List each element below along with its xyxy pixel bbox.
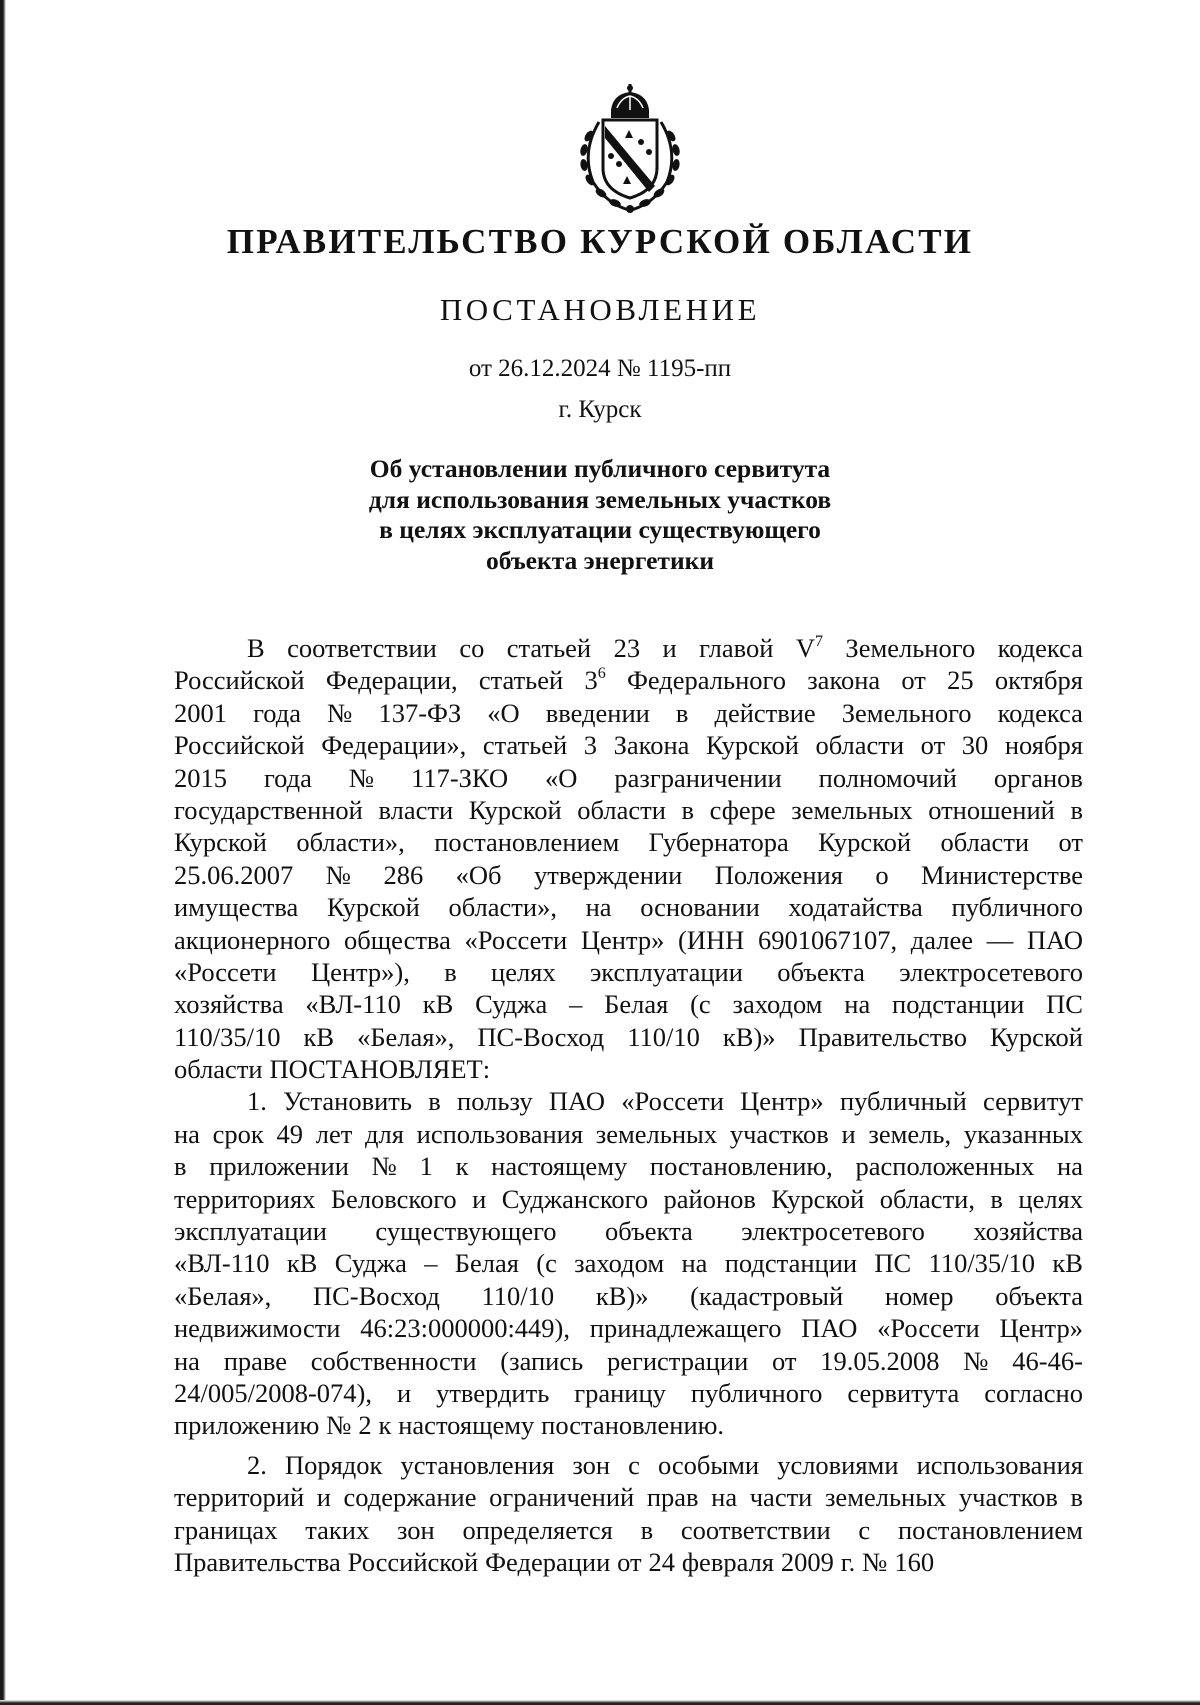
word: земель, <box>868 1118 952 1149</box>
text-line <box>174 1053 1083 1085</box>
word: настоящему <box>491 1151 628 1182</box>
word: существующего <box>375 1216 557 1247</box>
word: «Россети <box>174 956 277 987</box>
word: Белая <box>454 1248 519 1279</box>
word: 137-ФЗ <box>378 697 462 728</box>
word: на <box>681 1248 708 1279</box>
word: целях <box>1018 1183 1083 1214</box>
word: В <box>247 633 265 663</box>
word: Порядок <box>284 1449 383 1480</box>
text-line <box>174 1449 1083 1481</box>
text-line <box>174 891 1083 923</box>
document-body <box>174 632 1083 1578</box>
word: хозяйства <box>174 989 284 1020</box>
text-line <box>174 956 1083 988</box>
word: лет <box>315 1118 353 1149</box>
text-line <box>174 1345 1083 1377</box>
word: области <box>577 794 666 825</box>
word: сервитута <box>847 1377 960 1408</box>
word: для <box>365 1118 404 1149</box>
scan-edge-bottom <box>0 1700 1200 1705</box>
word: кВ <box>1052 1248 1083 1279</box>
word: статьей <box>506 633 592 663</box>
word: Центр» <box>580 924 665 955</box>
word: кВ)» <box>722 1021 776 1052</box>
word: Курской <box>705 730 799 761</box>
word: Центр» <box>740 1086 824 1117</box>
word: номер <box>884 1280 954 1311</box>
word: введении <box>545 697 650 728</box>
word: использования <box>916 1449 1083 1480</box>
word: (ИНН <box>678 924 745 955</box>
word: собственности <box>310 1345 477 1376</box>
word: Губернатора <box>648 827 789 858</box>
word: общества <box>344 924 451 955</box>
word: (с <box>690 989 711 1020</box>
word: постановлению. <box>541 1410 725 1441</box>
word: 2001 <box>174 697 227 728</box>
word: в <box>1070 794 1083 825</box>
word: 110/35/10 <box>174 1021 281 1052</box>
word: 25.06.2007 <box>174 859 294 890</box>
word: полномочий <box>818 762 957 793</box>
word: и <box>316 1482 331 1513</box>
word: Установить <box>283 1086 412 1117</box>
word: 23 <box>613 633 641 663</box>
word: приложении <box>209 1151 349 1182</box>
word: публичного <box>951 892 1083 923</box>
word: ПС-Восход <box>312 1280 440 1311</box>
text-line <box>174 1409 1083 1441</box>
word: государственной <box>174 794 363 825</box>
word: 110/10 <box>481 1280 555 1311</box>
word: Российской <box>347 1546 479 1577</box>
word: от <box>920 730 946 761</box>
word: сервитут <box>983 1086 1083 1117</box>
word: статьей <box>482 730 568 761</box>
text-line <box>174 1150 1083 1182</box>
text-line <box>174 1377 1083 1409</box>
word: 117-ЗКО <box>411 762 509 793</box>
subject-line: для использования земельных участков <box>368 484 832 514</box>
word: ПС-Восход <box>477 1021 605 1052</box>
word: ПАО <box>1026 924 1083 955</box>
word: далее <box>910 924 974 955</box>
word: территориях <box>174 1183 316 1214</box>
word: «Россети <box>464 924 568 955</box>
word: 46-46- <box>1012 1345 1083 1376</box>
word: в <box>640 1514 654 1545</box>
text-line <box>174 1021 1083 1053</box>
word: Российской <box>174 665 305 696</box>
word: кодекса <box>997 697 1083 728</box>
word: срок <box>212 1118 264 1149</box>
word: на <box>585 892 612 923</box>
word: года <box>263 762 312 793</box>
word: указанных <box>963 1118 1083 1149</box>
text-line <box>174 697 1083 729</box>
word: «Россети <box>877 1313 980 1344</box>
word: согласно <box>984 1377 1083 1408</box>
word: – <box>569 989 583 1020</box>
word: органов <box>993 762 1083 793</box>
word: (с <box>536 1248 557 1279</box>
word: Беловского <box>330 1183 457 1214</box>
word: 2015 <box>174 762 227 793</box>
word: $3^6$ <box>584 665 606 696</box>
word: в <box>174 1151 187 1182</box>
word: кВ)» <box>595 1280 649 1311</box>
word: подстанции <box>724 1248 858 1279</box>
word: «Белая», <box>357 1021 455 1052</box>
word: участков <box>958 1482 1058 1513</box>
word: содержание <box>343 1482 477 1513</box>
text-line <box>174 1247 1083 1279</box>
word: границу <box>574 1377 666 1408</box>
word: 19.05.2008 <box>820 1345 940 1376</box>
word: таких <box>305 1514 370 1545</box>
word: целях <box>491 956 556 987</box>
word: февраля <box>681 1546 774 1577</box>
word: районов <box>663 1183 756 1214</box>
word: действие <box>714 697 816 728</box>
word: на <box>1057 1151 1083 1182</box>
word: постановлением <box>897 1514 1083 1545</box>
word: расположенных <box>855 1151 1035 1182</box>
word: (запись <box>500 1345 584 1376</box>
word: подстанции <box>892 989 1025 1020</box>
word: № <box>862 1546 888 1577</box>
word: земельных <box>791 794 913 825</box>
word: от <box>901 665 926 696</box>
word: Суджа <box>475 989 548 1020</box>
word: Земельного <box>841 697 972 728</box>
word: соответствии <box>287 633 437 663</box>
word: Курской <box>818 827 912 858</box>
coat-of-arms-icon <box>563 82 697 214</box>
word: ПАО <box>801 1313 858 1344</box>
word: Закона <box>613 730 690 761</box>
word: «Об <box>455 859 502 890</box>
word: статьей <box>478 665 564 696</box>
word: ноября <box>1004 730 1083 761</box>
word: Федерации, <box>325 665 458 696</box>
word: 49 <box>276 1118 304 1149</box>
document-subject <box>0 454 1200 576</box>
word: Курской <box>771 1183 865 1214</box>
word: заходом <box>732 989 823 1020</box>
word: № <box>325 859 351 890</box>
word: территорий <box>174 1482 305 1513</box>
word: Федерального <box>626 665 786 696</box>
word: публичный <box>839 1086 967 1117</box>
word: земельных <box>824 1482 947 1513</box>
word: сфере <box>709 794 776 825</box>
word: октября <box>994 665 1083 696</box>
word: с <box>858 1514 871 1545</box>
word: Курской <box>326 892 420 923</box>
word: Российской <box>174 730 305 761</box>
word: на <box>844 989 871 1020</box>
word: объекта <box>777 956 865 987</box>
word: постановлением <box>434 827 620 858</box>
word: кВ <box>303 1021 335 1052</box>
word: зон <box>572 1449 611 1480</box>
word: – <box>424 1248 438 1279</box>
word: зон <box>396 1514 435 1545</box>
text-line <box>174 1280 1083 1312</box>
word: на <box>711 1482 738 1513</box>
word: о <box>875 859 889 890</box>
word: 1. <box>247 1086 267 1117</box>
word: электросетевого <box>899 956 1083 987</box>
word: использования <box>416 1118 584 1149</box>
document-number-date: от 26.12.2024 № 1195-пп <box>468 355 732 382</box>
word: «ВЛ-110 <box>305 989 401 1020</box>
word: от <box>772 1345 797 1376</box>
word: области <box>815 730 905 761</box>
subject-line: в целях эксплуатации существующего <box>379 515 821 544</box>
word: на <box>174 1345 200 1376</box>
word: «Белая», <box>174 1280 272 1311</box>
preamble-paragraph <box>174 632 1083 1085</box>
word: Министерстве <box>921 859 1083 890</box>
word: главой <box>699 633 774 663</box>
word: Земельного <box>845 633 976 663</box>
word: праве <box>223 1345 288 1376</box>
word: «Россети <box>621 1086 724 1117</box>
word: и <box>396 1377 412 1408</box>
word: ПС <box>874 1248 912 1279</box>
word: особыми <box>657 1449 760 1480</box>
word: 1 <box>419 1151 433 1182</box>
word: эксплуатации <box>589 956 743 987</box>
word: № <box>326 1410 352 1441</box>
word: года <box>253 697 302 728</box>
document-city: г. Курск <box>558 396 642 423</box>
word: — <box>986 924 1014 955</box>
word: ограничений <box>489 1482 635 1513</box>
word: ПАО <box>548 1086 605 1117</box>
word: власти <box>378 794 454 825</box>
word: объекта <box>605 1216 693 1247</box>
word: 110/10 <box>627 1021 700 1052</box>
word: и <box>841 1118 856 1149</box>
word: кодекса <box>997 633 1083 663</box>
word: прав <box>646 1482 699 1513</box>
word: области <box>174 1054 263 1085</box>
text-line <box>174 664 1083 696</box>
word: г. <box>840 1546 856 1577</box>
word: Курской <box>468 794 562 825</box>
word: Правительства <box>174 1546 341 1577</box>
word: № <box>327 697 353 728</box>
word: границах <box>174 1514 278 1545</box>
word: определяется <box>462 1514 613 1545</box>
word: соответствии <box>680 1514 831 1545</box>
text-line <box>174 794 1083 826</box>
word: кВ <box>286 1248 318 1279</box>
word: от <box>1058 827 1083 858</box>
word: Центр» <box>999 1313 1083 1344</box>
word: области, <box>879 1183 975 1214</box>
word: регистрации <box>606 1345 749 1376</box>
word: 2009 <box>780 1546 834 1577</box>
text-line <box>174 729 1083 761</box>
word: области», <box>448 892 557 923</box>
word: Суджа <box>334 1248 407 1279</box>
word: от <box>617 1546 642 1577</box>
word: Центр»), <box>310 956 410 987</box>
text-line <box>174 1085 1083 1117</box>
word: и <box>662 633 677 663</box>
word: эксплуатации <box>174 1216 327 1247</box>
word: части <box>749 1482 813 1513</box>
subject-line: объекта энергетики <box>485 545 715 575</box>
word: утверждении <box>533 859 683 890</box>
text-line <box>174 632 1083 664</box>
word: приложению <box>174 1410 320 1441</box>
word: 2. <box>247 1449 267 1480</box>
word: недвижимости <box>174 1313 341 1344</box>
word: в <box>675 697 689 728</box>
text-line <box>174 1481 1083 1513</box>
word: объекта <box>995 1280 1083 1311</box>
word: в <box>681 794 695 825</box>
word: отношений <box>928 794 1055 825</box>
word: Белая <box>604 989 669 1020</box>
word: «ВЛ-110 <box>174 1248 270 1279</box>
word: области», <box>296 827 405 858</box>
text-line <box>174 826 1083 858</box>
word: Положения <box>714 859 843 890</box>
word: утвердить <box>436 1377 550 1408</box>
text-line <box>174 1514 1083 1546</box>
word: 25 <box>947 665 974 696</box>
word: 160 <box>894 1546 935 1577</box>
word: в <box>444 956 457 987</box>
word: Федерации», <box>321 730 467 761</box>
word: в <box>1070 1482 1083 1513</box>
word: $V^7$ <box>795 633 823 663</box>
word: 6901067107, <box>757 924 898 955</box>
word: 3 <box>583 730 598 761</box>
text-line <box>174 988 1083 1020</box>
word: публичного <box>690 1377 823 1408</box>
word: к <box>455 1151 469 1182</box>
word: в <box>990 1183 1003 1214</box>
word: акционерного <box>174 924 331 955</box>
text-line <box>174 1312 1083 1344</box>
text-line <box>174 924 1083 956</box>
word: со <box>459 633 485 663</box>
word: пользу <box>457 1086 533 1117</box>
word: № <box>963 1345 989 1376</box>
word: области <box>940 827 1030 858</box>
word: ПС <box>1046 989 1083 1020</box>
word: настоящему <box>398 1410 535 1441</box>
word: (кадастровый <box>690 1280 844 1311</box>
word: ПОСТАНОВЛЯЕТ: <box>269 1054 491 1085</box>
text-line <box>174 762 1083 794</box>
text-line <box>174 1118 1083 1150</box>
word: 2 <box>358 1410 372 1441</box>
word: основании <box>640 892 760 923</box>
word: постановлению, <box>649 1151 833 1182</box>
word: 110/35/10 <box>928 1248 1036 1279</box>
word: 30 <box>961 730 989 761</box>
word: принадлежащего <box>589 1313 782 1344</box>
word: заходом <box>574 1248 665 1279</box>
word: 24 <box>648 1546 676 1577</box>
word: к <box>378 1410 392 1441</box>
word: земельных <box>595 1118 718 1149</box>
word: № <box>371 1151 397 1182</box>
text-line <box>174 859 1083 891</box>
word: закона <box>807 665 881 696</box>
word: с <box>628 1449 640 1480</box>
text-line <box>174 1215 1083 1247</box>
word: Суджанского <box>501 1183 649 1214</box>
item-2-paragraph <box>174 1449 1083 1579</box>
word: Федерации <box>485 1546 611 1577</box>
word: участков <box>729 1118 829 1149</box>
word: № <box>348 762 375 793</box>
text-line <box>174 1183 1083 1215</box>
word: ходатайства <box>788 892 923 923</box>
word: Правительство <box>798 1021 967 1052</box>
word: кВ <box>422 989 454 1020</box>
word: 286 <box>383 859 424 890</box>
word: электросетевого <box>741 1216 925 1247</box>
word: условиями <box>777 1449 899 1480</box>
word: установления <box>400 1449 555 1480</box>
word: Курской <box>174 827 267 858</box>
subject-line: Об установлении публичного сервитута <box>369 454 831 483</box>
word: на <box>174 1118 200 1149</box>
word: 24/005/2008-074), <box>174 1377 372 1408</box>
word: имущества <box>174 892 299 923</box>
organization-title: ПРАВИТЕЛЬСТВО КУРСКОЙ ОБЛАСТИ <box>226 222 974 261</box>
word: 46:23:000000:449), <box>360 1313 571 1344</box>
text-line <box>174 1546 1083 1578</box>
word: Курской <box>990 1021 1083 1052</box>
word: в <box>428 1086 441 1117</box>
item-1-paragraph <box>174 1085 1083 1441</box>
word: разграничении <box>614 762 782 793</box>
word: и <box>472 1183 487 1214</box>
word: «О <box>545 762 578 793</box>
document-type: ПОСТАНОВЛЕНИЕ <box>439 292 761 327</box>
word: хозяйства <box>973 1216 1083 1247</box>
word: «О <box>487 697 520 728</box>
